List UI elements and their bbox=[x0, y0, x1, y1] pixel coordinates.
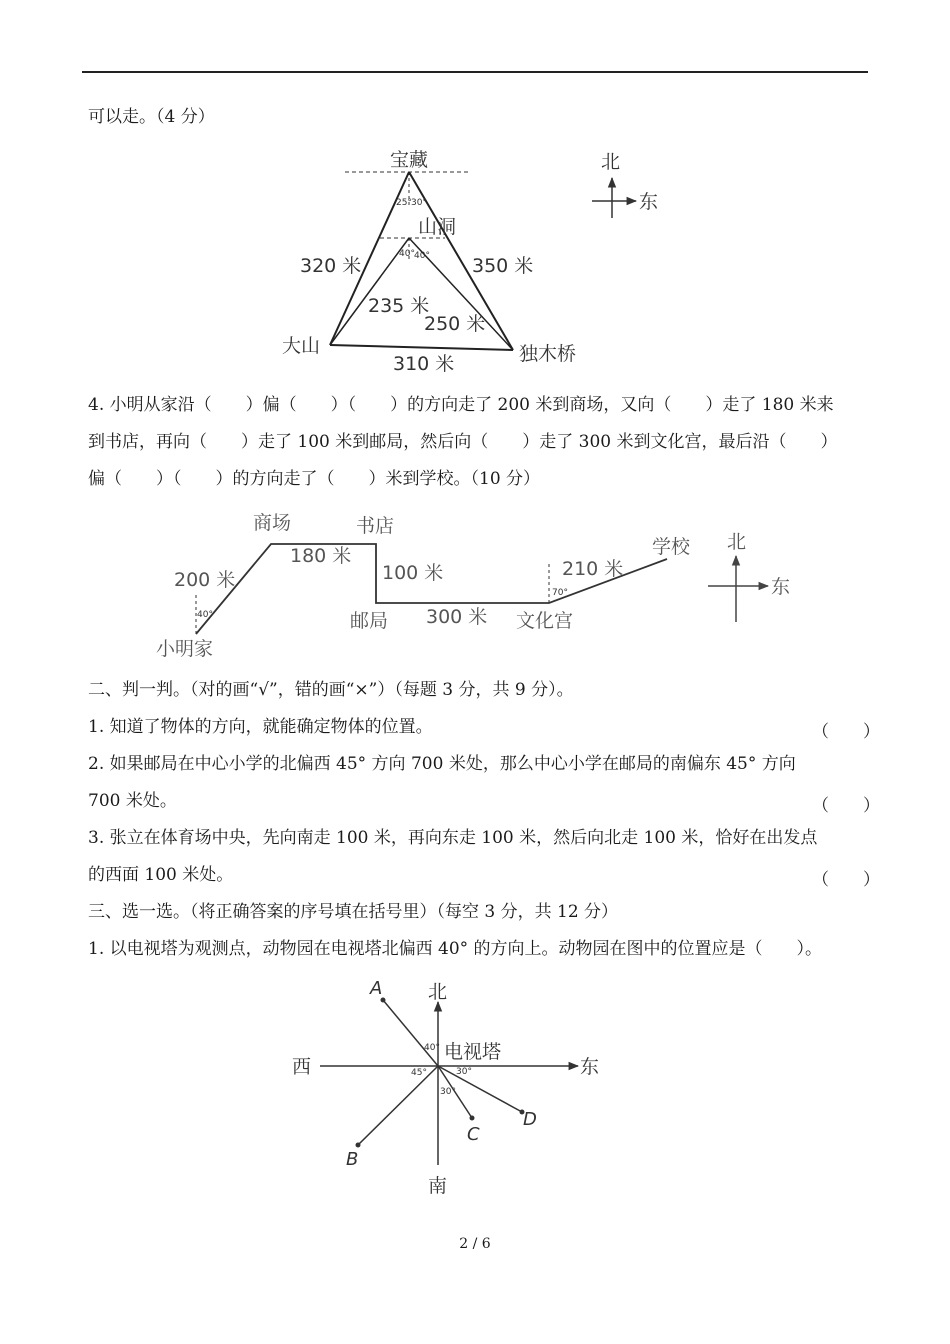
dist-cave-bridge: 250 米 bbox=[424, 313, 486, 335]
dist-mountain-treasure: 320 米 bbox=[300, 255, 362, 277]
angle-b: 45° bbox=[411, 1068, 427, 1078]
angle-treasure-left: 25° bbox=[396, 198, 412, 208]
page-number: 2 / 6 bbox=[459, 1236, 491, 1252]
section2-q3-answer[interactable]: （ ） bbox=[812, 870, 880, 890]
label-bridge: 独木桥 bbox=[519, 343, 577, 365]
compass1-north-label: 北 bbox=[601, 151, 621, 173]
section2-q2-line2: 700 米处。 bbox=[88, 791, 177, 811]
dist-post-culture: 300 米 bbox=[426, 606, 488, 628]
dist-culture-school: 210 米 bbox=[562, 558, 624, 580]
label-tv-tower: 电视塔 bbox=[444, 1041, 502, 1063]
dist-mountain-cave: 235 米 bbox=[368, 295, 430, 317]
compass2-north-label: 北 bbox=[727, 531, 747, 553]
section2-q1-answer[interactable]: （ ） bbox=[812, 722, 880, 742]
section3-heading: 三、选一选。（将正确答案的序号填在括号里）（每空 3 分，共 12 分） bbox=[88, 902, 619, 922]
angle-d: 30° bbox=[456, 1067, 472, 1077]
dist-mountain-bridge: 310 米 bbox=[393, 353, 455, 375]
label-cave: 山洞 bbox=[418, 216, 457, 238]
section3-q1: 1. 以电视塔为观测点，动物园在电视塔北偏西 40° 的方向上。动物园在图中的位置应是（ ）。 bbox=[88, 939, 823, 959]
section2-q3-line1: 3. 张立在体育场中央，先向南走 100 米，再向东走 100 米，然后向北走 100 米，恰好在出发点 bbox=[88, 828, 818, 848]
option-a-label: A bbox=[370, 978, 383, 999]
point-c bbox=[470, 1116, 475, 1121]
option-d-label: D bbox=[523, 1109, 537, 1130]
compass2-east-label: 东 bbox=[771, 576, 791, 598]
dist-treasure-bridge: 350 米 bbox=[472, 255, 534, 277]
compass1-east-label: 东 bbox=[639, 191, 659, 213]
angle-cave-right: 40° bbox=[414, 251, 430, 261]
angle-cave-left: 40° bbox=[399, 249, 415, 259]
label-post: 邮局 bbox=[350, 610, 389, 632]
label-south: 南 bbox=[428, 1175, 448, 1197]
angle-a: 40° bbox=[424, 1043, 440, 1053]
point-b bbox=[356, 1143, 361, 1148]
label-east: 东 bbox=[580, 1056, 600, 1078]
label-home: 小明家 bbox=[156, 638, 214, 660]
section2-q1: 1. 知道了物体的方向，就能确定物体的位置。 bbox=[88, 717, 433, 737]
label-north: 北 bbox=[428, 981, 448, 1003]
angle-c: 30° bbox=[440, 1087, 456, 1097]
angle-treasure-right: 30° bbox=[411, 198, 427, 208]
label-school: 学校 bbox=[652, 536, 691, 558]
dist-mall-bookstore: 180 米 bbox=[290, 545, 352, 567]
continued-question-text: 可以走。（4 分） bbox=[88, 107, 215, 127]
q4-line2: 到书店，再向（ ）走了 100 米到邮局，然后向（ ）走了 300 米到文化宫，最后沿（ ） bbox=[88, 432, 838, 452]
section2-q2-answer[interactable]: （ ） bbox=[812, 796, 880, 816]
label-west: 西 bbox=[292, 1056, 312, 1078]
section2-heading: 二、判一判。（对的画“√”，错的画“×”）（每题 3 分，共 9 分）。 bbox=[88, 680, 574, 700]
label-mountain: 大山 bbox=[282, 335, 321, 357]
label-treasure: 宝藏 bbox=[390, 149, 429, 171]
dist-home-mall: 200 米 bbox=[174, 569, 236, 591]
dist-bookstore-post: 100 米 bbox=[382, 562, 444, 584]
label-mall: 商场 bbox=[253, 512, 292, 534]
angle-home: 40° bbox=[197, 610, 213, 620]
label-culture: 文化宫 bbox=[516, 610, 574, 632]
q4-line3: 偏（ ）（ ）的方向走了（ ）米到学校。（10 分） bbox=[88, 469, 541, 489]
section2-q2-line1: 2. 如果邮局在中心小学的北偏西 45° 方向 700 米处，那么中心小学在邮局的南偏东 45° 方向 bbox=[88, 754, 796, 774]
q4-line1: 4. 小明从家沿（ ）偏（ ）（ ）的方向走了 200 米到商场，又向（ ）走了 180 米来 bbox=[88, 395, 834, 415]
section2-q3-line2: 的西面 100 米处。 bbox=[88, 865, 234, 885]
option-b-label: B bbox=[346, 1149, 359, 1170]
angle-culture: 70° bbox=[552, 588, 568, 598]
ray-a bbox=[383, 1000, 438, 1066]
option-c-label: C bbox=[467, 1124, 480, 1145]
label-bookstore: 书店 bbox=[356, 515, 395, 537]
